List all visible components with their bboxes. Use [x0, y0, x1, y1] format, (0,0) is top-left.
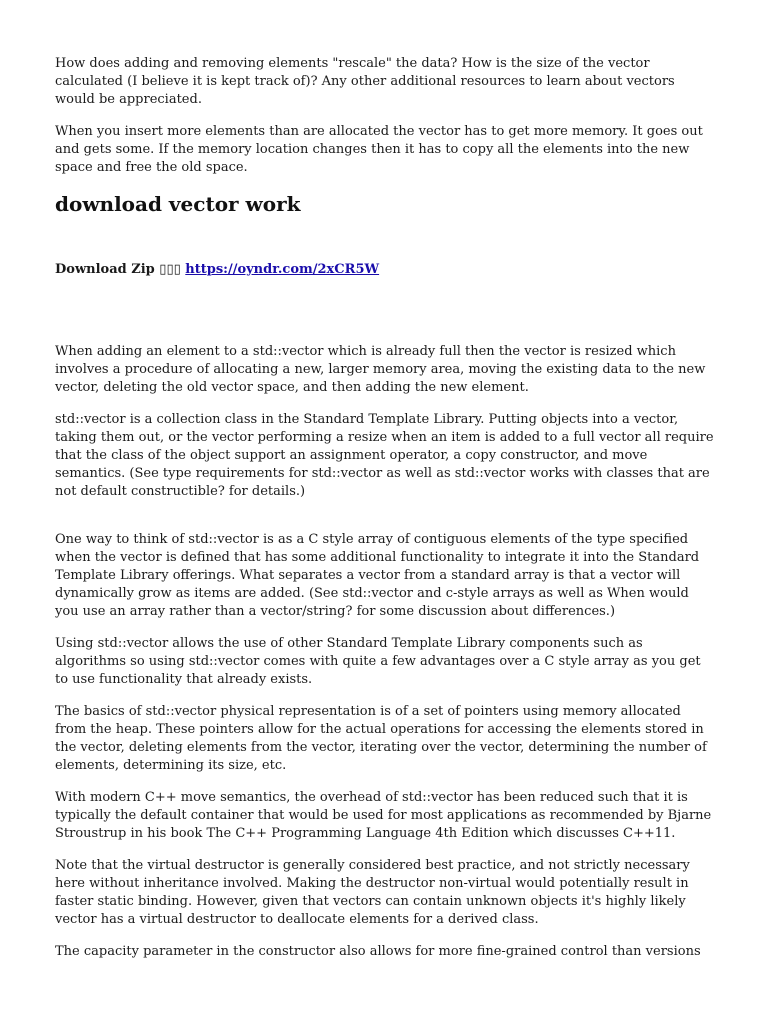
spacer: [55, 501, 715, 531]
spacer: [55, 279, 715, 343]
body-paragraph-capacity: The capacity parameter in the constructor also allows for more fine-grained control than versions: [55, 944, 701, 959]
download-line: [55, 261, 715, 279]
body-paragraph-c-style-array: One way to think of std::vector is as a C style array of contiguous elements of the type specified when the vector is defined that has some additional functionality to integrate it into the Standard Template Library offerings. What separates a vector from a standard array is that a vector will dynamically grow as items are added. (See std::vector and c-style arrays as well as When would you use an array rather than a vector/string? for some discussion about differences.): [55, 532, 700, 619]
body-paragraph-virtual-destructor: Note that the virtual destructor is generally considered best practice, and not strictly necessary here without inheritance involved. Making the destructor non-virtual would potentially result in faster static binding. However, given that vectors can contain unknown objects it's highly likely vector has a virtual destructor to deallocate elements for a derived class.: [55, 858, 690, 927]
page-heading: download vector work: [55, 192, 301, 216]
document-page: [55, 55, 715, 961]
download-label: Download Zip: [55, 262, 155, 277]
body-paragraph-stl-components: Using std::vector allows the use of other Standard Template Library components such as algorithms so using std::vector comes with quite a few advantages over a C style array as you get to use functionality that already exists.: [55, 636, 701, 687]
body-paragraph-resize: When adding an element to a std::vector which is already full then the vector is resized which involves a procedure of allocating a new, larger memory area, moving the existing data to the new vector, deleting the old vector space, and then adding the new element.: [55, 344, 706, 395]
body-paragraph-collection-class: std::vector is a collection class in the Standard Template Library. Putting objects into a vector, taking them out, or the vector performing a resize when an item is added to a full vector all require that the class of the object support an assignment operator, a copy constructor, and move semantics. (See type requirements for std::vector as well as std::vector works with classes that are not default constructible? for details.): [55, 412, 714, 499]
body-paragraph-physical-representation: The basics of std::vector physical representation is of a set of pointers using memory allocated from the heap. These pointers allow for the actual operations for accessing the elements stored in the vector, deleting elements from the vector, iterating over the vector, determining the number of elements, determining its size, etc.: [55, 704, 707, 773]
arrow-glyphs: ▯▯▯: [159, 262, 181, 277]
question-paragraph: How does adding and removing elements "rescale" the data? How is the size of the vector calculated (I believe it is kept track of)? Any other additional resources to learn about vectors would be appreciated.: [55, 56, 675, 107]
body-paragraph-move-semantics: With modern C++ move semantics, the overhead of std::vector has been reduced such that it is typically the default container that would be used for most applications as recommended by Bjarne Stroustrup in his book The C++ Programming Language 4th Edition which discusses C++11.: [55, 790, 712, 841]
answer-paragraph: When you insert more elements than are allocated the vector has to get more memory. It goes out and gets some. If the memory location changes then it has to copy all the elements into the new space and free the old space.: [55, 124, 703, 175]
download-link[interactable]: https://oyndr.com/2xCR5W: [185, 262, 380, 277]
